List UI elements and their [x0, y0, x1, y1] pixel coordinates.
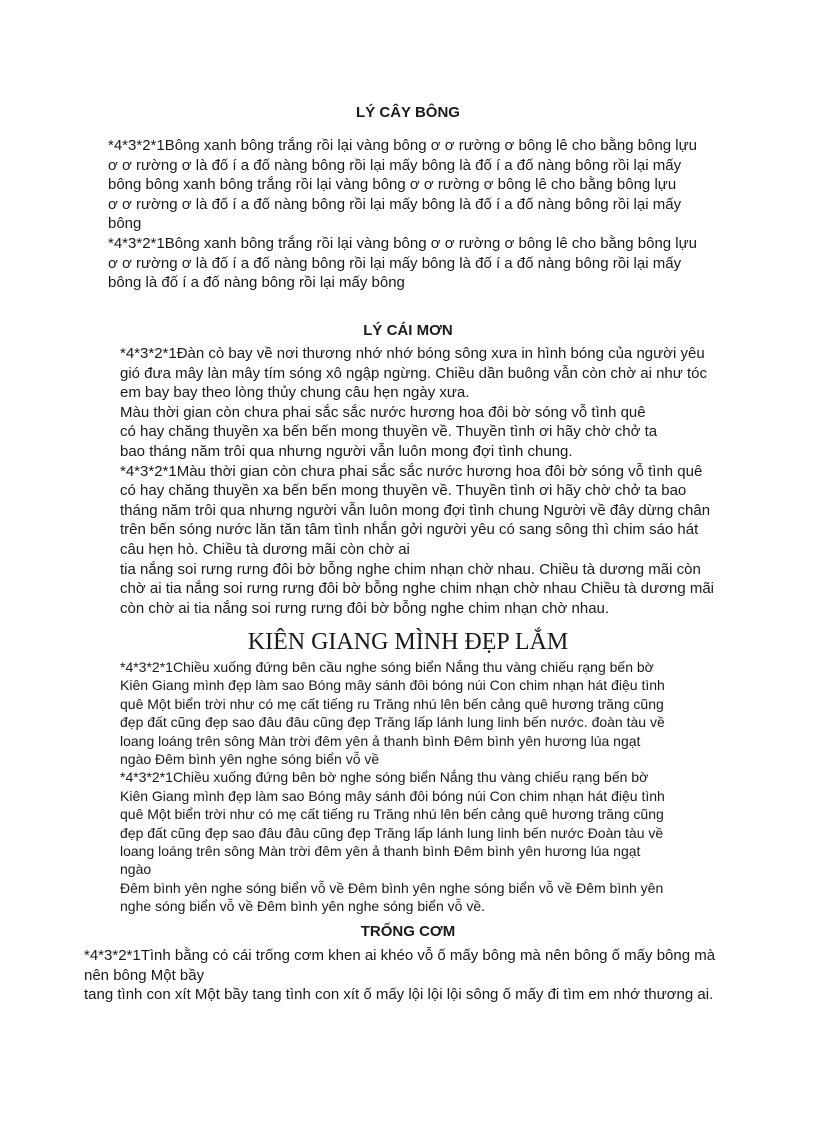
song-title-trong-com: TRỐNG CƠM — [360, 923, 456, 940]
song-lyrics-ly-cai-mon: *4*3*2*1Đàn cò bay về nơi thương nhớ nhớ bóng sông xưa in hình bóng của người yêu gió đưa mây làn mây tím sóng xô ngập ngừng. Chiều dần buông vẫn còn chờ ai như tóc em bay bay theo lòng thủy chung câu hẹn ngày xưa. Màu thời gian còn chưa phai sắc sắc nước hương hoa đôi bờ sóng vỗ tình quê có hay chăng thuyền xa bến bến mong thuyền về. Thuyền tình ơi hãy chờ chở ta bao tháng năm trôi qua nhưng người vẫn luôn mong đợi tình chung. *4*3*2*1Màu thời gian còn chưa phai sắc sắc nước hương hoa đôi bờ sóng vỗ tình quê có hay chăng thuyền xa bến bến mong thuyền về. Thuyền tình ơi hãy chờ chở ta bao tháng năm trôi qua nhưng người vẫn luôn mong đợi tình chung Người về đây dừng chân trên bến sóng nước lăn tăn tâm tình nhắn gởi người yêu có sang sông thì chim sáo hát câu hẹn hò. Chiều tà dương mãi còn chờ ai tia nắng soi rưng rưng đôi bờ bỗng nghe chim nhạn chờ nhau. Chiều tà dương mãi còn chờ ai tia nắng soi rưng rưng đôi bờ bỗng nghe chim nhạn chờ nhau Chiều tà dương mãi còn chờ ai tia nắng soi rưng rưng đôi bờ bỗng nghe chim nhạn chờ nhau. — [120, 345, 714, 617]
song-lyrics-trong-com: *4*3*2*1Tình bằng có cái trống cơm khen ai khéo vỗ ố mấy bông mà nên bông ố mấy bông mà nên bông Một bầy tang tình con xít Một bầy tang tình con xít ố mấy lội lội lội sông ố mấy đi tìm em nhớ thương ai. — [84, 947, 716, 1004]
song-title-kien-giang: KIÊN GIANG MÌNH ĐẸP LẮM — [247, 629, 569, 655]
song-title-ly-cai-mon: LÝ CÁI MƠN — [363, 322, 453, 339]
song-title-ly-cay-bong: LÝ CÂY BÔNG — [356, 104, 460, 121]
song-lyrics-kien-giang: *4*3*2*1Chiều xuống đứng bên cầu nghe sóng biển Nắng thu vàng chiếu rạng bến bờ Kiên Giang mình đẹp làm sao Bóng mây sánh đôi bóng núi Con chim nhạn hát điệu tình quê Một biển trời như có mẹ cất tiếng ru Trăng nhú lên bến cảng quê hương trăng cũng đẹp đất cũng đẹp sao đâu đâu cũng đẹp Trăng lấp lánh lung linh bến nước. đoàn tàu về loang loáng trên sông Màn trời đêm yên ả thanh bình Đêm bình yên hương lúa ngạt ngào Đêm bình yên nghe sóng biển vỗ về *4*3*2*1Chiều xuống đứng bên bờ nghe sóng biển Nắng thu vàng chiếu rạng bến bờ Kiên Giang mình đẹp làm sao Bóng mây sánh đôi bóng núi Con chim nhạn hát điệu tình quê Một biển trời như có mẹ cất tiếng ru Trăng nhú lên bến cảng quê hương trăng cũng đẹp đất cũng đẹp sao đâu đâu cũng đẹp Trăng lấp lánh lung linh bến nước Đoàn tàu về loang loáng trên sông Màn trời đêm yên ả thanh bình Đêm bình yên hương lúa ngạt ngào Đêm bình yên nghe sóng biển vỗ về Đêm bình yên nghe sóng biển vỗ về Đêm bình yên nghe sóng biển vỗ về Đêm bình yên nghe sóng biển vỗ về. — [120, 659, 665, 915]
song-lyrics-ly-cay-bong: *4*3*2*1Bông xanh bông trắng rồi lại vàng bông ơ ơ rường ơ bông lê cho bằng bông lựu ơ ơ rường ơ là đố í a đố nàng bông rồi lại mấy bông là đố í a đố nàng bông rồi lại mấy bông bông xanh bông trắng rồi lại vàng bông ơ ơ rường ơ bông lê cho bằng bông lựu ơ ơ rường ơ là đố í a đố nàng bông rồi lại mấy bông là đố í a đố nàng bông rồi lại mấy bông *4*3*2*1Bông xanh bông trắng rồi lại vàng bông ơ ơ rường ơ bông lê cho bằng bông lựu ơ ơ rường ơ là đố í a đố nàng bông rồi lại mấy bông là đố í a đố nàng bông rồi lại mấy bông là đố í a đố nàng bông rồi lại mấy bông — [108, 137, 698, 292]
